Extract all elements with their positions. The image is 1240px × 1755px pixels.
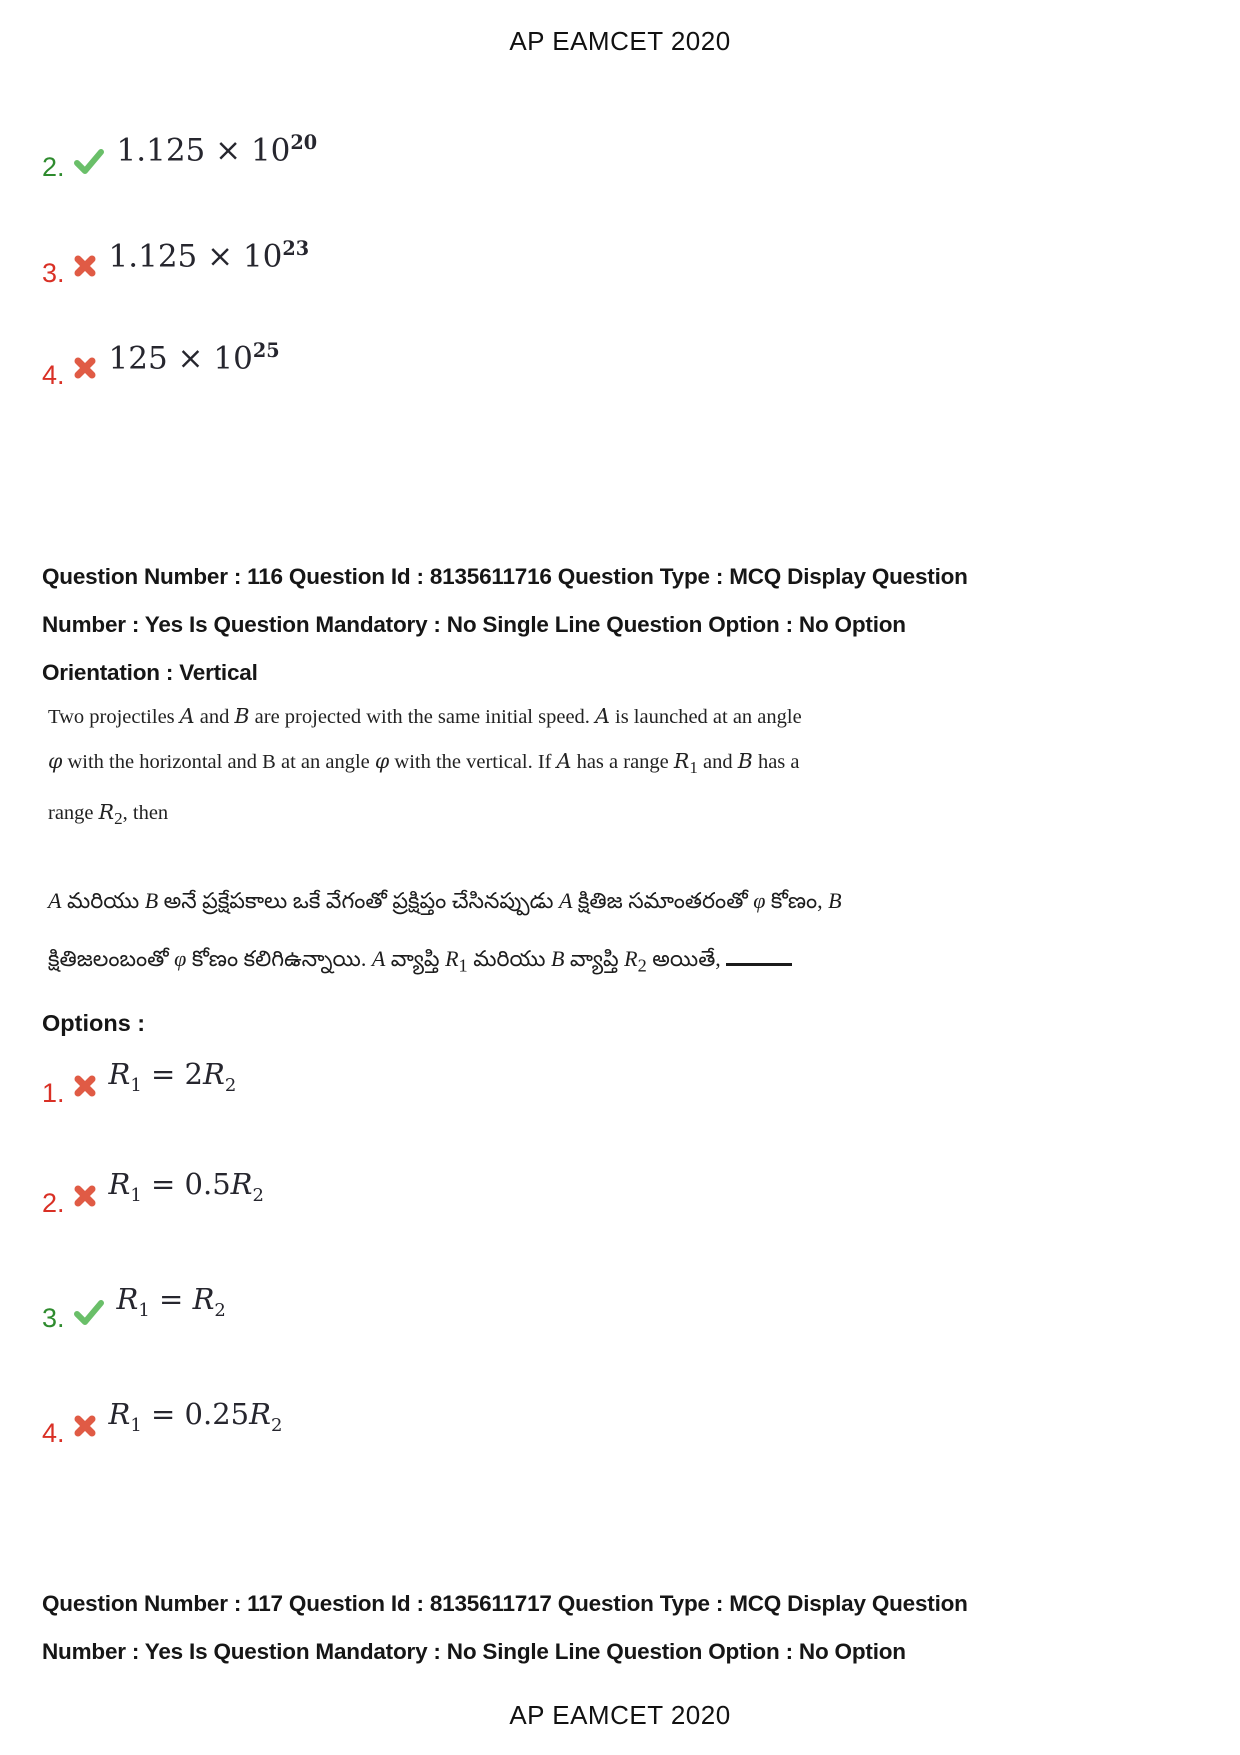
page-header-title: AP EAMCET 2020 [509,26,731,56]
cross-icon [73,1414,97,1438]
metadata-line: Orientation : Vertical [42,660,258,685]
options-label: Options : [42,1010,146,1036]
option-number: 1. [42,1078,65,1108]
page-footer-title: AP EAMCET 2020 [509,1700,731,1730]
option-formula: $1.125 \times 10^{23}$ [108,237,310,275]
question-text-line: range $R_2$, then [48,800,169,829]
cross-icon [73,254,97,278]
question-117-metadata [42,1580,1052,1676]
option-number: 3. [42,1303,65,1333]
metadata-line: Question Number : 117 Question Id : 8135611717 Question Type : MCQ Display Question [42,1591,968,1616]
option-number: 2. [42,152,65,182]
prev-option-3 [42,237,310,288]
option-formula: $125 \times 10^{25}$ [108,339,280,377]
option-formula: $R_1 = R_2$ [116,1282,226,1321]
metadata-line: Number : Yes Is Question Mandatory : No Single Line Question Option : No Option [42,612,906,637]
question-116-body-english [48,694,898,841]
option-formula: $1.125 \times 10^{20}$ [116,131,318,169]
option-row-2 [42,1167,264,1218]
check-icon [73,1299,105,1327]
question-text-line: క్షితిజలంబంతో φ కోణం కలిగిఉన్నాయి. A వ్యాప్తి $R_1$ మరియు B వ్యాప్తి $R_2$ అయితే, [48,930,848,994]
cross-icon [73,1074,97,1098]
question-text-line: φ with the horizontal and B at an angle φ with the vertical. If A has a range $R_1$ and B has a [48,749,800,778]
question-116-metadata [42,553,1052,697]
cross-icon [73,1184,97,1208]
cross-icon [73,356,97,380]
option-number: 4. [42,1418,65,1448]
option-formula: $R_1 = 0.25R_2$ [108,1397,283,1436]
question-text-line: A మరియు B అనే ప్రక్షేపకాలు ఒకే వేగంతో ప్రక్షిప్తం చేసినప్పుడు A క్షితిజ సమాంతరంతో φ కోణం, B [48,888,842,913]
check-icon [73,148,105,176]
option-number: 3. [42,258,65,288]
metadata-line: Number : Yes Is Question Mandatory : No Single Line Question Option : No Option [42,1639,906,1664]
option-number: 4. [42,360,65,390]
option-row-1 [42,1057,237,1108]
prev-option-2 [42,131,318,182]
metadata-line: Question Number : 116 Question Id : 8135611716 Question Type : MCQ Display Question [42,564,968,589]
option-number: 2. [42,1188,65,1218]
prev-option-4 [42,339,280,390]
question-116-body-telugu [48,872,848,994]
question-text-line: Two projectiles A and B are projected with the same initial speed. A is launched at an angle [48,704,802,728]
option-row-3 [42,1282,226,1333]
option-formula: $R_1 = 0.5R_2$ [108,1167,264,1206]
option-formula: $R_1 = 2R_2$ [108,1057,237,1096]
option-row-4 [42,1397,283,1448]
